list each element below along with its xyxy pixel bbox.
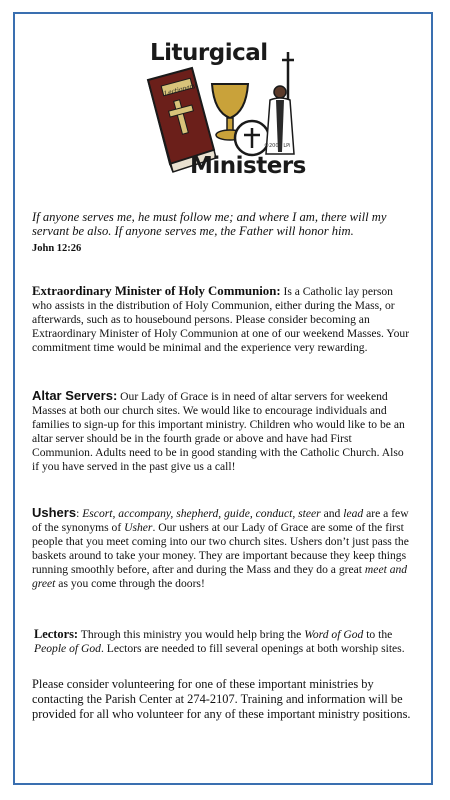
eucharistic-body: Is a Catholic lay person who assists in the distribution of Holy Communion, either during the Mass, or afterwards, such as to housebound persons. Please consider becoming an Extraordinary Minister of Holy Communion at one of our weekend Masses. Your commitment time would be minimal and the experience very rewarding. bbox=[32, 285, 410, 354]
lectors-text1: Through this ministry you would help bring the bbox=[78, 628, 305, 641]
ushers-text3: as you come through the doors! bbox=[55, 577, 205, 590]
altar-servers-body: Our Lady of Grace is in need of altar servers for weekend Masses at both our church sites. We would like to encourage individuals and families to sign-up for this important ministry. Children who would like to be an altar server should be in the fourth grade or above and have had First Communion. Adults need to be in good standing with the Catholic Church. Also if you have served in the past give us a call! bbox=[32, 390, 405, 473]
scripture-reference: John 12:26 bbox=[32, 243, 82, 254]
ushers-synonyms: Escort, accompany, shepherd, guide, conduct, steer bbox=[82, 507, 321, 520]
section-ushers bbox=[32, 506, 412, 591]
altar-servers-heading: Altar Servers: bbox=[32, 388, 118, 403]
section-eucharistic-ministers bbox=[32, 284, 412, 355]
ushers-heading: Ushers bbox=[32, 505, 77, 520]
lectors-people-of-god: People of God bbox=[34, 642, 101, 655]
book-label: Lectionary bbox=[163, 82, 197, 98]
ushers-colon: : bbox=[76, 507, 83, 520]
ushers-text2: . Our ushers at our Lady of Grace are some of the first people that you meet coming into our two church sites. Ushers don’t just pass the baskets around to take your money. They are important because they keep things running smoothly before, after and during the Mass and they do a great bbox=[32, 521, 409, 576]
lectors-text2: to the bbox=[363, 628, 393, 641]
section-lectors bbox=[34, 627, 414, 656]
closing-call-to-action: Please consider volunteering for one of these important ministries by contacting the Parish Center at 274-2107. Training and information will be provided for all who volunteer for any of these important ministry positions. bbox=[32, 677, 411, 721]
scripture-quote: If anyone serves me, he must follow me; and where I am, there will my servant be also. If anyone serves me, the Father will honor him. bbox=[32, 210, 387, 238]
ushers-meet-and-greet: meet and greet bbox=[32, 563, 408, 590]
ushers-usher: Usher bbox=[124, 521, 153, 534]
logo-title-ministers: Ministers bbox=[190, 153, 306, 179]
ushers-and: and bbox=[320, 507, 344, 520]
ushers-lead: lead bbox=[343, 507, 364, 520]
lectors-text3: . Lectors are needed to fill several openings at both worship sites. bbox=[100, 642, 405, 655]
logo-copyright: ©2003 LPi bbox=[264, 143, 291, 149]
lectors-word-of-god: Word of God bbox=[304, 628, 364, 641]
ushers-text1: are a few of the synonyms of bbox=[32, 507, 409, 534]
logo-title-liturgical: Liturgical bbox=[150, 40, 268, 66]
lectors-heading: Lectors: bbox=[34, 627, 79, 641]
altar-server-icon bbox=[266, 52, 294, 154]
eucharistic-heading: Extraordinary Minister of Holy Communion: bbox=[32, 284, 281, 298]
section-altar-servers bbox=[32, 389, 412, 474]
host-icon bbox=[235, 121, 269, 155]
